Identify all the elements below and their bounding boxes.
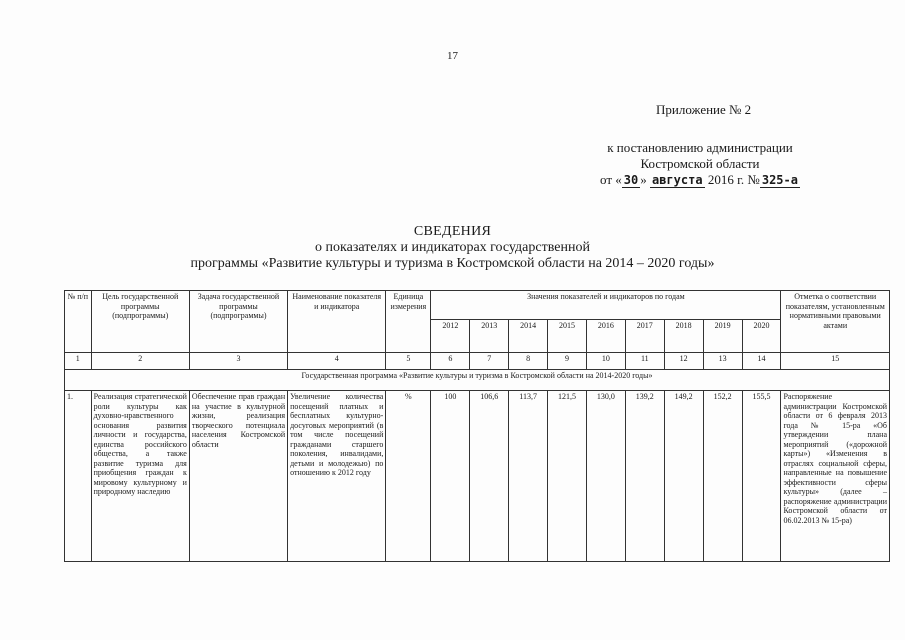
header-indicator: Наименование показателя и индикатора [288, 291, 386, 353]
column-number: 15 [781, 353, 890, 370]
row-goal: Реализация стратегической роли культуры как духовно-нравственного основания развития личности и государства, единства российского общества, а также развитие туризма для приобщения граждан к мировому культурному и природному наследию [91, 391, 189, 562]
decree-date-prefix: от « [600, 172, 622, 187]
decree-month: августа [651, 173, 703, 187]
decree-year: 2016 г. № [707, 172, 760, 187]
row-value: 155,5 [742, 391, 781, 562]
column-number: 5 [386, 353, 431, 370]
indicators-table [64, 290, 890, 562]
column-numbers-row [65, 353, 890, 370]
header-task: Задача государственной программы (подпрограммы) [189, 291, 287, 353]
row-value: 149,2 [664, 391, 703, 562]
header-row [65, 291, 890, 320]
column-number: 7 [470, 353, 509, 370]
header-values: Значения показателей и индикаторов по годам [431, 291, 781, 320]
header-year: 2017 [625, 320, 664, 353]
column-number: 8 [509, 353, 548, 370]
column-number: 12 [664, 353, 703, 370]
decree-line-2: Костромской области [640, 156, 760, 171]
decree-line-1: к постановлению администрации [607, 140, 793, 155]
column-number: 2 [91, 353, 189, 370]
decree-date-mid: » [640, 172, 647, 187]
title-line-1: СВЕДЕНИЯ [413, 224, 492, 239]
header-year: 2014 [509, 320, 548, 353]
column-number: 10 [586, 353, 625, 370]
header-unit: Единица измерения [386, 291, 431, 353]
table-row [65, 391, 890, 562]
header-year: 2020 [742, 320, 781, 353]
document-title [0, 224, 905, 272]
column-number: 6 [431, 353, 470, 370]
row-indicator: Увеличение количества посещений платных и бесплатных культурно-досуговых мероприятий (в том числе посещений гражданами старшего поколения, инвалидами, детьми и молодежью) по отношению к 2012 году [288, 391, 386, 562]
program-title: Государственная программа «Развитие культуры и туризма в Костромской области на 2014-2020 годы» [65, 370, 890, 391]
program-row [65, 370, 890, 391]
header-goal: Цель государственной программы (подпрограммы) [91, 291, 189, 353]
page-number: 17 [447, 50, 458, 62]
header-year: 2012 [431, 320, 470, 353]
row-num: 1. [65, 391, 92, 562]
column-number: 4 [288, 353, 386, 370]
decree-number: 325-а [761, 173, 798, 187]
row-note: Распоряжение администрации Костромской области от 6 февраля 2013 года № 15-ра «Об утверждении плана мероприятий («дорожной карты») «Изменения в отраслях социальной сферы, направленные на повышение эффективности сферы культуры» (далее – распоряжение администрации Костромской области от 06.02.2013 № 15-ра) [781, 391, 890, 562]
row-value: 121,5 [548, 391, 587, 562]
decree-reference [560, 140, 840, 188]
row-value: 152,2 [703, 391, 742, 562]
header-year: 2013 [470, 320, 509, 353]
row-unit: % [386, 391, 431, 562]
row-value: 139,2 [625, 391, 664, 562]
column-number: 13 [703, 353, 742, 370]
row-value: 100 [431, 391, 470, 562]
column-number: 9 [548, 353, 587, 370]
column-number: 14 [742, 353, 781, 370]
column-number: 1 [65, 353, 92, 370]
header-note: Отметка о соответствии показателям, установленным нормативными правовыми актами [781, 291, 890, 353]
decree-date-line [560, 172, 840, 188]
decree-day: 30 [623, 173, 639, 187]
appendix-title: Приложение № 2 [656, 102, 752, 117]
header-year: 2019 [703, 320, 742, 353]
row-value: 106,6 [470, 391, 509, 562]
header-year: 2015 [548, 320, 587, 353]
row-value: 113,7 [509, 391, 548, 562]
title-line-3: программы «Развитие культуры и туризма в Костромской области на 2014 – 2020 годы» [190, 256, 715, 271]
title-line-2: о показателях и индикаторах государственной [315, 240, 590, 255]
header-num: № п/п [65, 291, 92, 353]
row-value: 130,0 [586, 391, 625, 562]
column-number: 11 [625, 353, 664, 370]
column-number: 3 [189, 353, 287, 370]
row-task: Обеспечение прав граждан на участие в культурной жизни, реализация творческого потенциала населения Костромской области [189, 391, 287, 562]
header-year: 2018 [664, 320, 703, 353]
header-year: 2016 [586, 320, 625, 353]
